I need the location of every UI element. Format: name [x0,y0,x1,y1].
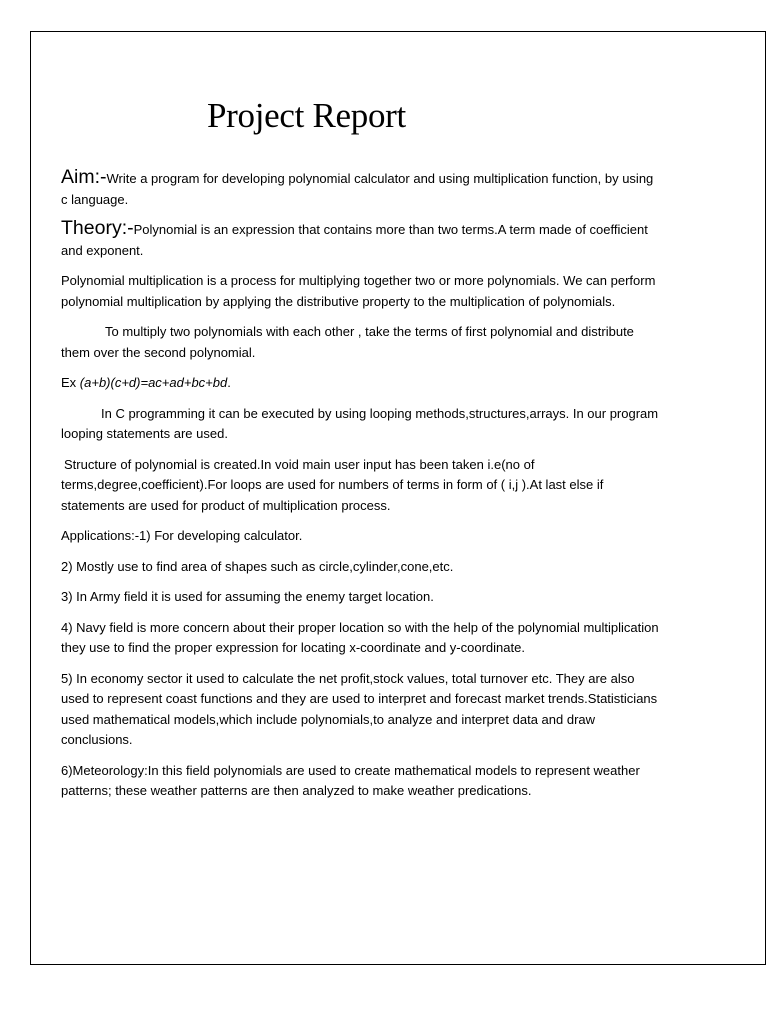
aim-text: Write a program for developing polynomial calculator and using multiplication function, by using c language. [61,171,654,207]
aim-label: Aim:- [61,166,107,188]
theory-label: Theory:- [61,217,134,239]
application-item: 5) In economy sector it used to calculate the net profit,stock values, total turnover etc. They are also used to represent coast functions and they are used to interpret and forecast market trends.Statisticians used mathematical models,which include polynomials,to analyze and interpret data and draw conclusions. [61,670,658,747]
theory-section [61,218,661,261]
example-suffix: . [227,375,231,390]
application-item: Applications:-1) For developing calculator. [61,528,303,543]
application-item: 4) Navy field is more concern about their proper location so with the help of the polynomial multiplication they use to find the proper expression for locating x-coordinate and y-coordinate. [61,619,659,655]
aim-section [61,167,661,210]
application-item: 6)Meteorology:In this field polynomials are used to create mathematical models to represent weather patterns; these weather patterns are then analyzed to make weather predications. [61,762,640,798]
application-item: 2) Mostly use to find area of shapes such as circle,cylinder,cone,etc. [61,558,454,574]
structure-paragraph: Structure of polynomial is created.In void main user input has been taken i.e(no of terms,degree,coefficient).For loops are used for numbers of terms in form of ( i,j ).At last else if statements are used for product of multiplication process. [61,456,604,513]
application-item: 3) In Army field it is used for assuming the enemy target location. [61,589,434,604]
c-programming-paragraph: In C programming it can be executed by using looping methods,structures,arrays. In our program looping statements are used. [61,405,659,441]
example-expression: (a+b)(c+d)=ac+ad+bc+bd [79,375,228,390]
document-body [61,60,661,802]
theory-text: Polynomial is an expression that contains more than two terms.A term made of coefficient and exponent. [61,222,648,258]
example-paragraph [61,373,661,394]
multiplication-paragraph: Polynomial multiplication is a process for multiplying together two or more polynomials. We can perform polynomial multiplication by applying the distributive property to the multiplication of polynomials. [61,273,656,309]
distribute-paragraph: To multiply two polynomials with each other , take the terms of first polynomial and distribute them over the second polynomial. [61,324,634,360]
example-prefix: Ex [61,375,80,390]
page-title: Project Report [207,96,406,135]
